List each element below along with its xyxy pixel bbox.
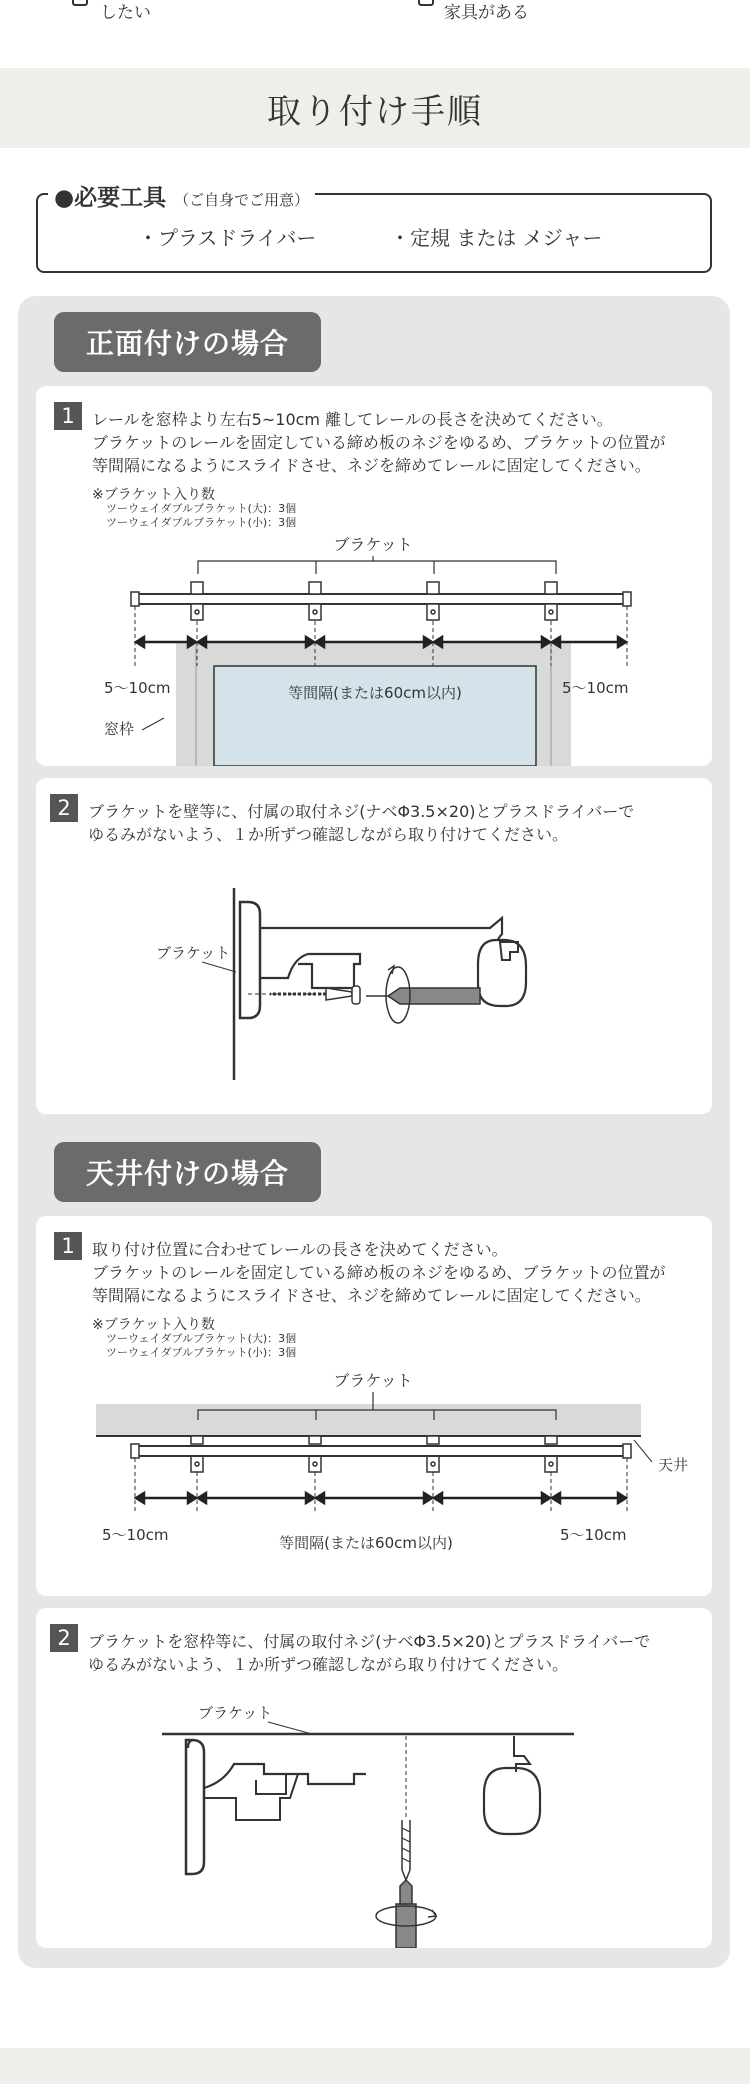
left-dimension-label: 5～10cm	[104, 679, 171, 697]
ceiling-bracket-diagram	[36, 1688, 712, 1948]
equal-spacing-label: 等間隔(または60cm以内)	[279, 1534, 453, 1552]
curtain-rail	[136, 594, 626, 604]
step-text-line: 取り付け位置に合わせてレールの長さを決めてください。	[92, 1240, 508, 1259]
required-tools-box	[36, 185, 712, 273]
tool-item: ・プラスドライバー	[138, 226, 317, 250]
tools-heading-note: （ご自身でご用意）	[174, 191, 310, 209]
fragment-right-text: 家具がある	[444, 3, 529, 23]
step-text-line: ゆるみがないよう、１か所ずつ確認しながら取り付けてください。	[88, 825, 569, 844]
front-step1-card	[36, 386, 712, 766]
step-text-line: ブラケットを壁等に、付属の取付ネジ(ナベΦ3.5×20)とプラスドライバーで	[88, 802, 635, 821]
front-mount-title: 正面付けの場合	[54, 312, 321, 372]
right-dimension-label: 5～10cm	[562, 679, 629, 697]
step-number: 2	[50, 1624, 78, 1652]
ceiling-label: 天井	[658, 1456, 689, 1474]
fragment-left-text: したい	[100, 3, 151, 23]
screwdriver-icon	[376, 1880, 436, 1948]
bracket-count-note: ツーウェイダブルブラケット(大)：3個	[106, 1332, 297, 1345]
step-text-line: 等間隔になるようにスライドさせ、ネジを締めてレールに固定してください。	[92, 1286, 651, 1305]
window-glass-shape	[214, 666, 536, 766]
checkbox-icon	[418, 0, 434, 6]
page-title: 取り付け手順	[0, 68, 750, 148]
front-step2-card	[36, 778, 712, 1114]
dimension-arrows	[136, 1493, 626, 1503]
step-text-line: レールを窓枠より左右5~10cm 離してレールの長さを決めてください。	[92, 410, 613, 429]
equal-spacing-label: 等間隔(または60cm以内)	[288, 684, 462, 702]
bracket-label: ブラケット	[156, 944, 231, 962]
bracket-count-note: ツーウェイダブルブラケット(大)：3個	[106, 502, 297, 515]
bracket-count-heading: ※ブラケット入り数	[92, 487, 216, 503]
bracket-count-note: ツーウェイダブルブラケット(小)：3個	[106, 516, 297, 529]
ceiling-mount-title: 天井付けの場合	[54, 1142, 321, 1202]
screwdriver-icon	[366, 966, 480, 1023]
screw-icon	[402, 1820, 410, 1880]
instructions-panel	[18, 296, 730, 1968]
tools-heading	[48, 179, 315, 212]
ceiling-step1-card	[36, 1216, 712, 1596]
previous-section-fragment	[0, 0, 750, 40]
bracket-count-heading: ※ブラケット入り数	[92, 1317, 216, 1333]
step-number: 1	[54, 402, 82, 430]
bracket-label: ブラケット	[333, 535, 413, 554]
tool-item: ・定規 または メジャー	[390, 226, 603, 250]
step-text-line: ブラケットのレールを固定している締め板のネジをゆるめ、ブラケットの位置が	[92, 1263, 666, 1282]
step-number: 2	[50, 794, 78, 822]
step-text-line: ブラケットを窓枠等に、付属の取付ネジ(ナベΦ3.5×20)とプラスドライバーで	[88, 1632, 651, 1651]
front-bracket-diagram	[36, 858, 712, 1114]
tools-heading-text: ●必要工具	[54, 185, 167, 211]
front-rail-diagram	[36, 526, 712, 766]
step-text-line: ゆるみがないよう、１か所ずつ確認しながら取り付けてください。	[88, 1655, 569, 1674]
left-dimension-label: 5～10cm	[102, 1526, 169, 1544]
ceiling-step2-card	[36, 1608, 712, 1948]
checkbox-icon	[72, 0, 88, 6]
step-text-line: ブラケットのレールを固定している締め板のネジをゆるめ、ブラケットの位置が	[92, 433, 666, 452]
bracket-count-note: ツーウェイダブルブラケット(小)：3個	[106, 1346, 297, 1359]
right-dimension-label: 5～10cm	[560, 1526, 627, 1544]
bracket-label: ブラケット	[333, 1371, 413, 1390]
ceiling-shape	[96, 1404, 641, 1436]
window-frame-label: 窓枠	[104, 720, 135, 738]
step-text-line: 等間隔になるようにスライドさせ、ネジを締めてレールに固定してください。	[92, 456, 651, 475]
ceiling-rail-diagram	[36, 1364, 712, 1596]
bracket-label: ブラケット	[198, 1704, 273, 1722]
next-section-band	[0, 2048, 750, 2084]
step-number: 1	[54, 1232, 82, 1260]
curtain-rail	[136, 1446, 626, 1456]
